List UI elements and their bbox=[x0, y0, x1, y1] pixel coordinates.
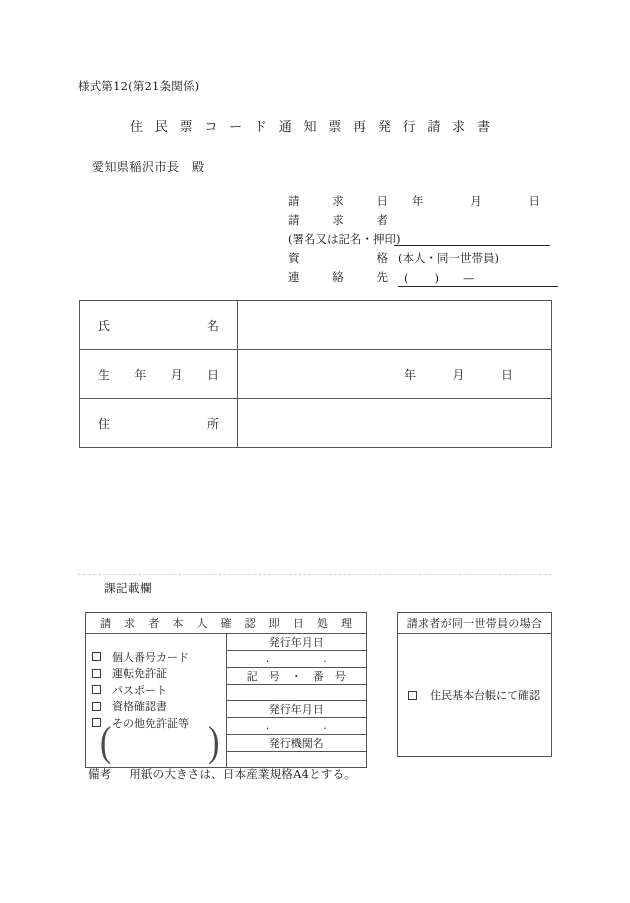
table-row bbox=[398, 613, 552, 634]
dob-input-cell[interactable] bbox=[238, 350, 552, 399]
id-option-label: 個人番号カード bbox=[112, 650, 189, 664]
date-dot: . bbox=[323, 652, 327, 666]
section-divider bbox=[78, 574, 552, 575]
name-label-cell bbox=[80, 301, 238, 350]
qualification-value[interactable]: (本人・同一世帯員) bbox=[398, 251, 499, 265]
issue-date-2-input-cell[interactable] bbox=[226, 718, 367, 735]
label-char: 請 bbox=[100, 617, 111, 630]
checkbox-icon[interactable] bbox=[92, 702, 101, 711]
label-char: 先 bbox=[376, 270, 388, 284]
id-option-passport[interactable] bbox=[92, 681, 226, 698]
id-document-options-cell bbox=[86, 634, 227, 768]
label-char: 氏 bbox=[98, 318, 111, 333]
issuing-authority-label-cell: 発行機関名 bbox=[226, 734, 367, 751]
applicant-table bbox=[79, 300, 552, 448]
footer-note bbox=[88, 766, 356, 782]
id-document-list bbox=[86, 634, 226, 767]
id-option-eligibility-certificate[interactable] bbox=[92, 698, 226, 715]
qualification-row bbox=[288, 247, 550, 266]
issue-date-2-label-cell: 発行年月日 bbox=[226, 701, 367, 718]
checkbox-icon[interactable] bbox=[408, 691, 417, 700]
date-dot: . bbox=[323, 719, 327, 733]
request-meta-block bbox=[288, 190, 550, 285]
label-char: 本 bbox=[172, 617, 184, 630]
request-date-row bbox=[288, 190, 550, 209]
verification-header-cell bbox=[86, 613, 367, 634]
page-title bbox=[130, 116, 490, 135]
identity-verification-table bbox=[85, 612, 367, 768]
form-number: 様式第12(第21条関係) bbox=[78, 79, 200, 93]
label-char: 日 bbox=[376, 194, 388, 208]
title-char: 住 bbox=[130, 120, 144, 135]
verification-header-label bbox=[86, 615, 366, 631]
label-char: 理 bbox=[340, 617, 352, 630]
label-char: 生 bbox=[98, 367, 111, 382]
year-unit: 年 bbox=[412, 194, 424, 208]
label-char: 求 bbox=[124, 617, 136, 630]
title-char: 通 bbox=[278, 120, 292, 135]
label-char: 資 bbox=[288, 251, 300, 265]
title-char: 票 bbox=[179, 120, 193, 135]
id-option-other-license[interactable] bbox=[92, 714, 226, 731]
id-option-label: その他免許証等 bbox=[112, 716, 189, 730]
title-char: 再 bbox=[353, 120, 367, 135]
address-label bbox=[98, 415, 219, 432]
label-char: 者 bbox=[148, 617, 160, 630]
label-char: 格 bbox=[376, 251, 388, 265]
table-row bbox=[398, 634, 552, 757]
requester-row bbox=[288, 209, 550, 228]
id-option-label: パスポート bbox=[112, 683, 167, 697]
id-option-label: 資格確認書 bbox=[112, 700, 167, 713]
title-char: 民 bbox=[154, 120, 168, 135]
title-char: 行 bbox=[402, 120, 416, 135]
same-household-box bbox=[397, 612, 552, 757]
title-char: 発 bbox=[377, 120, 391, 135]
id-option-drivers-license[interactable] bbox=[92, 665, 226, 682]
paren-close: ) bbox=[434, 271, 439, 285]
table-row bbox=[80, 301, 552, 350]
date-dot: . bbox=[265, 652, 270, 666]
name-label bbox=[98, 317, 219, 334]
requester-label bbox=[288, 212, 388, 228]
bracket-close-icon: ) bbox=[208, 719, 220, 766]
label-char: 日 bbox=[292, 617, 304, 630]
signature-note: (署名又は記名・押印) bbox=[288, 232, 401, 246]
household-registry-check-option[interactable] bbox=[398, 687, 551, 703]
title-char: 求 bbox=[452, 120, 466, 135]
office-section-heading: 課記載欄 bbox=[104, 581, 152, 595]
title-char: 知 bbox=[303, 120, 317, 135]
note-text: 用紙の大きさは、日本産業規格A4とする。 bbox=[129, 767, 356, 781]
qualification-label bbox=[288, 250, 388, 266]
paren-open: ( bbox=[404, 271, 409, 285]
phone-dash: — bbox=[463, 271, 475, 285]
name-input-cell[interactable] bbox=[238, 301, 552, 350]
title-char: 請 bbox=[427, 120, 441, 135]
title-char: 書 bbox=[476, 120, 490, 135]
label-char: 求 bbox=[332, 194, 344, 208]
table-row bbox=[86, 634, 367, 651]
issue-date-label-cell: 発行年月日 bbox=[226, 634, 367, 651]
note-label: 備考 bbox=[88, 767, 112, 781]
id-option-label: 運転免許証 bbox=[112, 667, 167, 680]
dob-label bbox=[98, 366, 219, 383]
title-char: ド bbox=[253, 120, 267, 135]
title-char: 票 bbox=[328, 120, 342, 135]
title-char: コ bbox=[204, 120, 218, 135]
day-unit: 日 bbox=[500, 367, 513, 382]
label-char: 処 bbox=[316, 617, 328, 630]
label-char: 認 bbox=[244, 617, 256, 630]
table-row bbox=[80, 399, 552, 448]
request-date-value[interactable] bbox=[388, 193, 550, 209]
label-char: 人 bbox=[196, 617, 208, 630]
month-unit: 月 bbox=[452, 367, 465, 382]
checkbox-icon[interactable] bbox=[92, 685, 101, 694]
title-char: ー bbox=[229, 120, 243, 135]
date-dot: . bbox=[265, 719, 270, 733]
label-char: 即 bbox=[268, 617, 280, 630]
label-char: 連 bbox=[288, 270, 300, 284]
same-household-body bbox=[398, 634, 552, 757]
label-char: 年 bbox=[134, 367, 147, 382]
dob-label-cell bbox=[80, 350, 238, 399]
day-unit: 日 bbox=[528, 194, 540, 208]
label-char: 確 bbox=[220, 617, 232, 630]
label-char: 請 bbox=[288, 194, 300, 208]
table-row bbox=[86, 613, 367, 634]
label-char: 者 bbox=[376, 213, 388, 227]
address-input-cell[interactable] bbox=[238, 399, 552, 448]
addressee: 愛知県稲沢市長 殿 bbox=[92, 160, 205, 174]
same-household-title: 請求者が同一世帯員の場合 bbox=[398, 613, 552, 634]
month-unit: 月 bbox=[470, 194, 482, 208]
contact-label bbox=[288, 269, 388, 285]
request-date-label bbox=[288, 193, 388, 209]
contact-value[interactable] bbox=[388, 271, 550, 285]
issue-date-input-cell[interactable] bbox=[226, 651, 367, 668]
id-option-mynumber-card[interactable] bbox=[92, 648, 226, 665]
label-char: 所 bbox=[206, 416, 219, 431]
label-char: 住 bbox=[98, 416, 111, 431]
checkbox-icon[interactable] bbox=[92, 652, 101, 661]
address-label-cell bbox=[80, 399, 238, 448]
checkbox-icon[interactable] bbox=[92, 669, 101, 678]
contact-row bbox=[288, 266, 550, 285]
symbol-number-input-cell[interactable] bbox=[226, 684, 367, 701]
household-registry-check-label: 住民基本台帳にて確認 bbox=[430, 689, 540, 702]
label-char: 日 bbox=[206, 367, 219, 382]
year-unit: 年 bbox=[404, 367, 417, 382]
label-char: 月 bbox=[170, 367, 183, 382]
signature-row bbox=[288, 228, 550, 247]
table-row bbox=[80, 350, 552, 399]
label-char: 名 bbox=[206, 318, 219, 333]
symbol-number-label-cell: 記 号 ・ 番 号 bbox=[226, 667, 367, 684]
label-char: 絡 bbox=[332, 270, 344, 284]
label-char: 求 bbox=[332, 213, 344, 227]
bracket-open-icon: ( bbox=[100, 719, 112, 766]
label-char: 請 bbox=[288, 213, 300, 227]
